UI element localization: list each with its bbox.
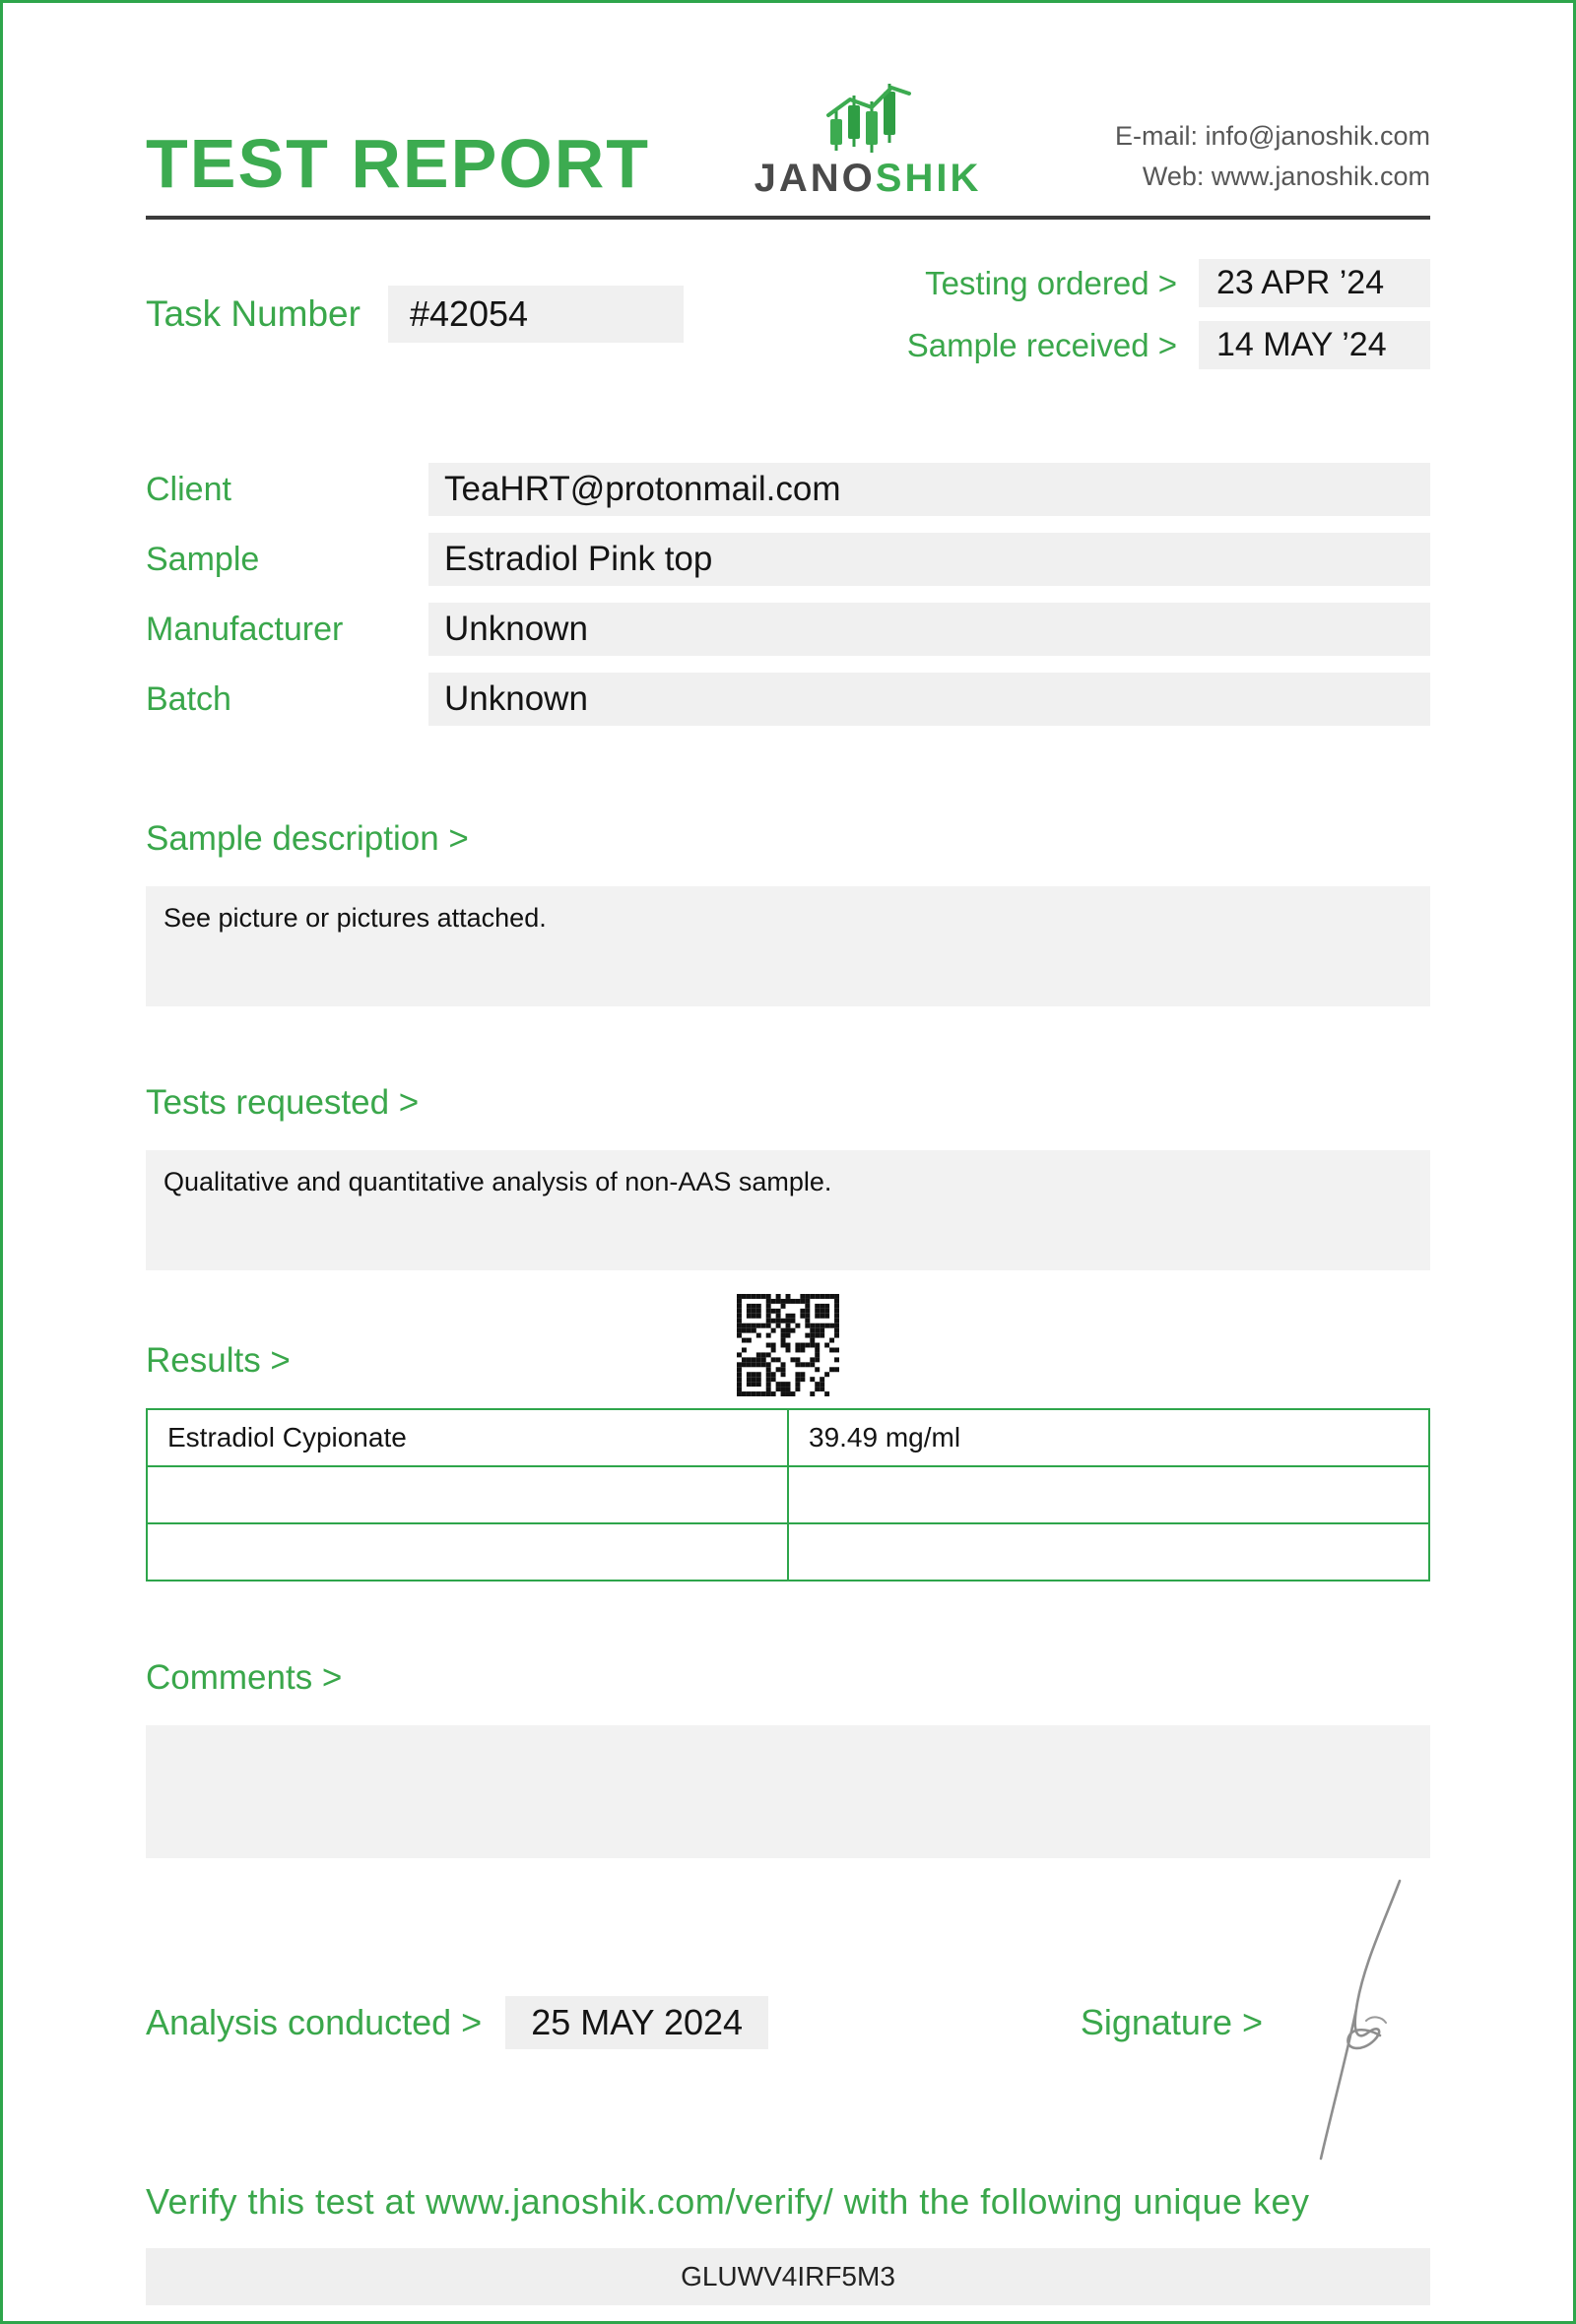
- testing-ordered-date: 23 APR ’24: [1199, 259, 1430, 307]
- testing-ordered-label: Testing ordered >: [925, 264, 1177, 301]
- result-amount: 39.49 mg/ml: [788, 1409, 1429, 1466]
- sample-received-date: 14 MAY ’24: [1199, 321, 1430, 369]
- result-substance: [147, 1523, 788, 1581]
- task-row: [146, 259, 1430, 369]
- result-substance: [147, 1466, 788, 1523]
- analysis-conducted-date: 25 MAY 2024: [505, 1996, 768, 2049]
- manufacturer-label: Manufacturer: [146, 610, 344, 648]
- task-number-group: [146, 259, 684, 369]
- header-divider: [146, 216, 1430, 220]
- verify-block: [146, 2181, 1430, 2305]
- table-row: [147, 1409, 1429, 1466]
- web-value: www.janoshik.com: [1211, 161, 1430, 191]
- unique-key: GLUWV4IRF5M3: [146, 2248, 1430, 2305]
- sample-value: Estradiol Pink top: [428, 533, 1430, 586]
- result-substance: Estradiol Cypionate: [147, 1409, 788, 1466]
- signature-label: Signature >: [1080, 2002, 1263, 2042]
- table-row: [147, 1523, 1429, 1581]
- tests-requested-box: Qualitative and quantitative analysis of non-AAS sample.: [146, 1150, 1430, 1270]
- client-label: Client: [146, 470, 231, 508]
- logo-text-jano: JANO: [754, 157, 876, 200]
- results-section: [146, 1341, 1430, 1582]
- logo-wordmark: [755, 159, 982, 198]
- bar-chart-logo-icon: [821, 82, 915, 157]
- dates-group: [907, 259, 1430, 369]
- comments-section: [146, 1658, 1430, 1858]
- results-table: [146, 1408, 1430, 1582]
- sample-description-section: [146, 819, 1430, 1006]
- testing-ordered-line: [925, 259, 1430, 307]
- email-value: info@janoshik.com: [1205, 121, 1430, 151]
- sample-label: Sample: [146, 540, 260, 578]
- client-value: TeaHRT@protonmail.com: [428, 463, 1430, 516]
- batch-value: Unknown: [428, 673, 1430, 726]
- qr-code: [737, 1294, 839, 1396]
- comments-heading: Comments >: [146, 1658, 343, 1697]
- janoshik-logo: [755, 82, 982, 198]
- sample-received-label: Sample received >: [906, 326, 1177, 363]
- sample-description-heading: Sample description >: [146, 819, 469, 858]
- task-number-label: Task Number: [146, 293, 361, 334]
- result-amount: [788, 1466, 1429, 1523]
- detail-row-batch: [146, 673, 1430, 726]
- detail-row-sample: [146, 533, 1430, 586]
- verify-instruction: Verify this test at www.janoshik.com/verify/ with the following unique key: [146, 2181, 1310, 2222]
- contact-email-line: [1115, 116, 1430, 157]
- sample-description-box: See picture or pictures attached.: [146, 886, 1430, 1006]
- logo-text-shik: SHIK: [875, 157, 982, 200]
- result-amount: [788, 1523, 1429, 1581]
- table-row: [147, 1466, 1429, 1523]
- contact-web-line: [1115, 157, 1430, 197]
- sample-received-line: [907, 321, 1430, 369]
- task-number-value: #42054: [388, 286, 684, 343]
- results-heading: Results >: [146, 1341, 291, 1380]
- batch-label: Batch: [146, 679, 231, 718]
- signature-image: [1297, 1873, 1425, 2168]
- manufacturer-value: Unknown: [428, 603, 1430, 656]
- comments-box: [146, 1725, 1430, 1858]
- details-section: [146, 463, 1430, 742]
- detail-row-manufacturer: [146, 603, 1430, 656]
- analysis-signature-row: [146, 1996, 1430, 2049]
- page-title: TEST REPORT: [146, 125, 651, 202]
- detail-row-client: [146, 463, 1430, 516]
- tests-requested-heading: Tests requested >: [146, 1083, 420, 1122]
- analysis-conducted-group: [146, 1996, 768, 2049]
- contact-info: [1115, 116, 1430, 198]
- email-label: E-mail:: [1114, 121, 1198, 151]
- analysis-conducted-label: Analysis conducted >: [146, 2002, 483, 2042]
- header: [146, 3, 1430, 202]
- web-label: Web:: [1142, 161, 1205, 191]
- tests-requested-section: [146, 1083, 1430, 1270]
